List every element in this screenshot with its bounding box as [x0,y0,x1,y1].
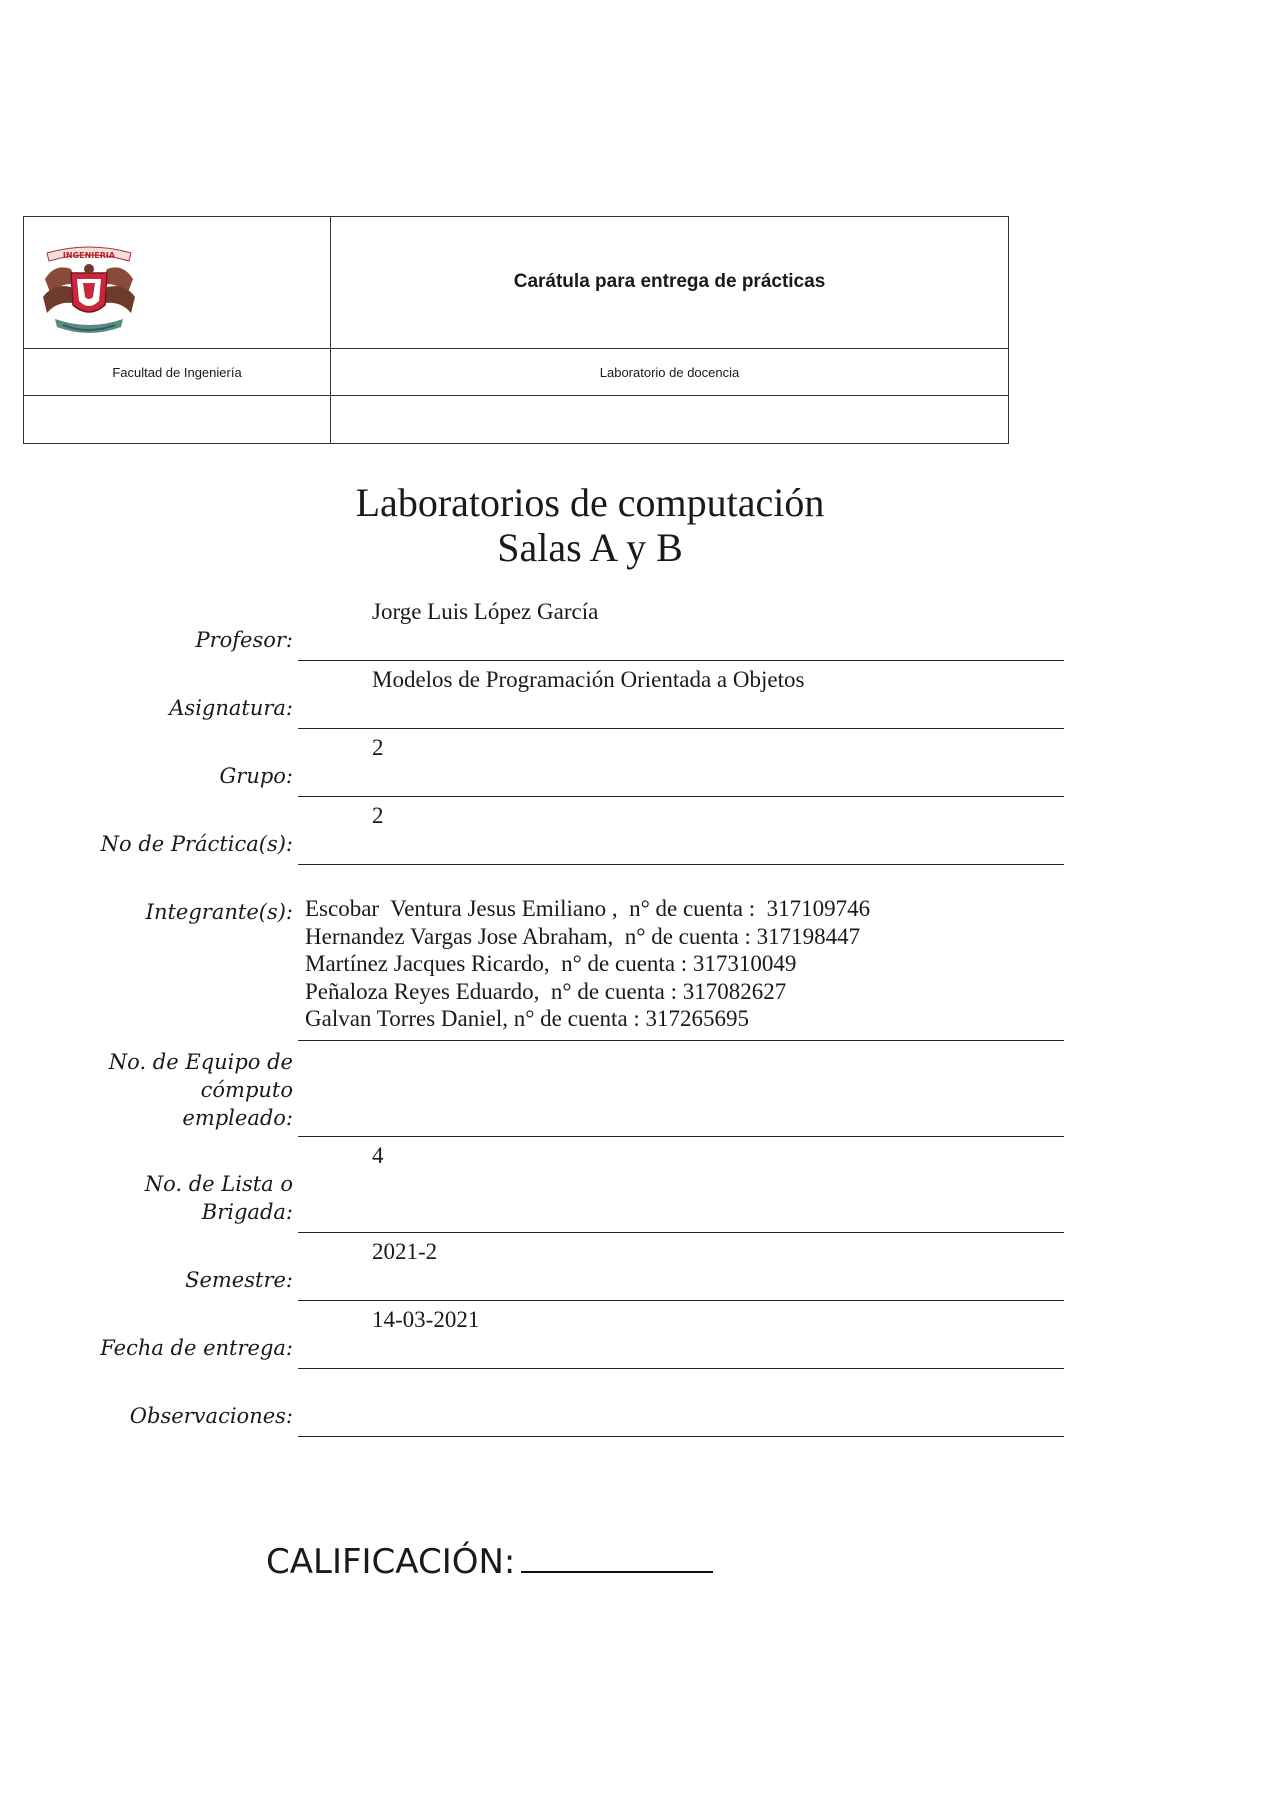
svg-text:INGENIERIA: INGENIERIA [62,251,116,260]
lab-title-line1: Laboratorios de computación [355,480,825,525]
calificacion-blank [521,1541,713,1573]
lista-label [0,1170,293,1226]
observaciones-line [298,1436,1064,1437]
lab-name: Laboratorio de docencia [331,348,1009,396]
fecha-line [298,1368,1064,1369]
calificacion-label: CALIFICACIÓN: [266,1542,516,1582]
integrantes-line [298,1040,1064,1041]
lista-value: 4 [372,1143,384,1168]
logo-cell [24,217,331,349]
equipo-label-line1: No. de Equipo de [108,1050,293,1074]
practica-line [298,864,1064,865]
calificacion [266,1540,713,1584]
practica-label: No de Práctica(s): [100,832,293,856]
member-item: Hernandez Vargas Jose Abraham, n° de cuenta : 317198447 [305,923,861,949]
integrantes-label: Integrante(s): [145,900,293,924]
lista-line [298,1232,1064,1233]
semestre-value: 2021-2 [372,1239,438,1264]
grupo-label: Grupo: [219,764,293,788]
lab-title-line2: Salas A y B [497,525,683,570]
member-item: Martínez Jacques Ricardo, n° de cuenta : 317310049 [305,951,797,976]
asignatura-line [298,728,1064,729]
asignatura-value: Modelos de Programación Orientada a Objetos [372,667,805,692]
fecha-value: 14-03-2021 [372,1307,480,1332]
equipo-label-line3: empleado: [182,1106,293,1130]
lista-label-line1: No. de Lista o [144,1172,293,1196]
profesor-label: Profesor: [195,628,293,652]
equipo-label-line2: cómputo [200,1078,293,1102]
lab-title [0,480,1180,570]
members-list [305,895,870,1033]
lista-label-line2: Brigada: [201,1200,293,1224]
asignatura-label: Asignatura: [169,696,293,720]
grupo-value: 2 [372,735,384,760]
unam-engineering-logo [37,239,141,343]
faculty-name: Facultad de Ingeniería [24,348,331,396]
empty-cell-right [331,396,1009,444]
equipo-label [0,1048,293,1132]
profesor-line [298,660,1064,661]
fecha-label: Fecha de entrega: [100,1336,293,1360]
member-item: Escobar Ventura Jesus Emiliano , n° de cuenta : 317109746 [305,896,871,921]
semestre-line [298,1300,1064,1301]
empty-cell-left [24,396,331,444]
header-table [23,216,1009,444]
semestre-label: Semestre: [185,1268,293,1292]
practica-value: 2 [372,803,384,828]
observaciones-label: Observaciones: [129,1404,293,1428]
member-item: Peñaloza Reyes Eduardo, n° de cuenta : 317082627 [305,978,787,1004]
member-item: Galvan Torres Daniel, n° de cuenta : 317265695 [305,1006,750,1031]
grupo-line [298,796,1064,797]
equipo-line [298,1136,1064,1137]
profesor-value: Jorge Luis López García [372,599,599,624]
document-title: Carátula para entrega de prácticas [331,217,1009,349]
